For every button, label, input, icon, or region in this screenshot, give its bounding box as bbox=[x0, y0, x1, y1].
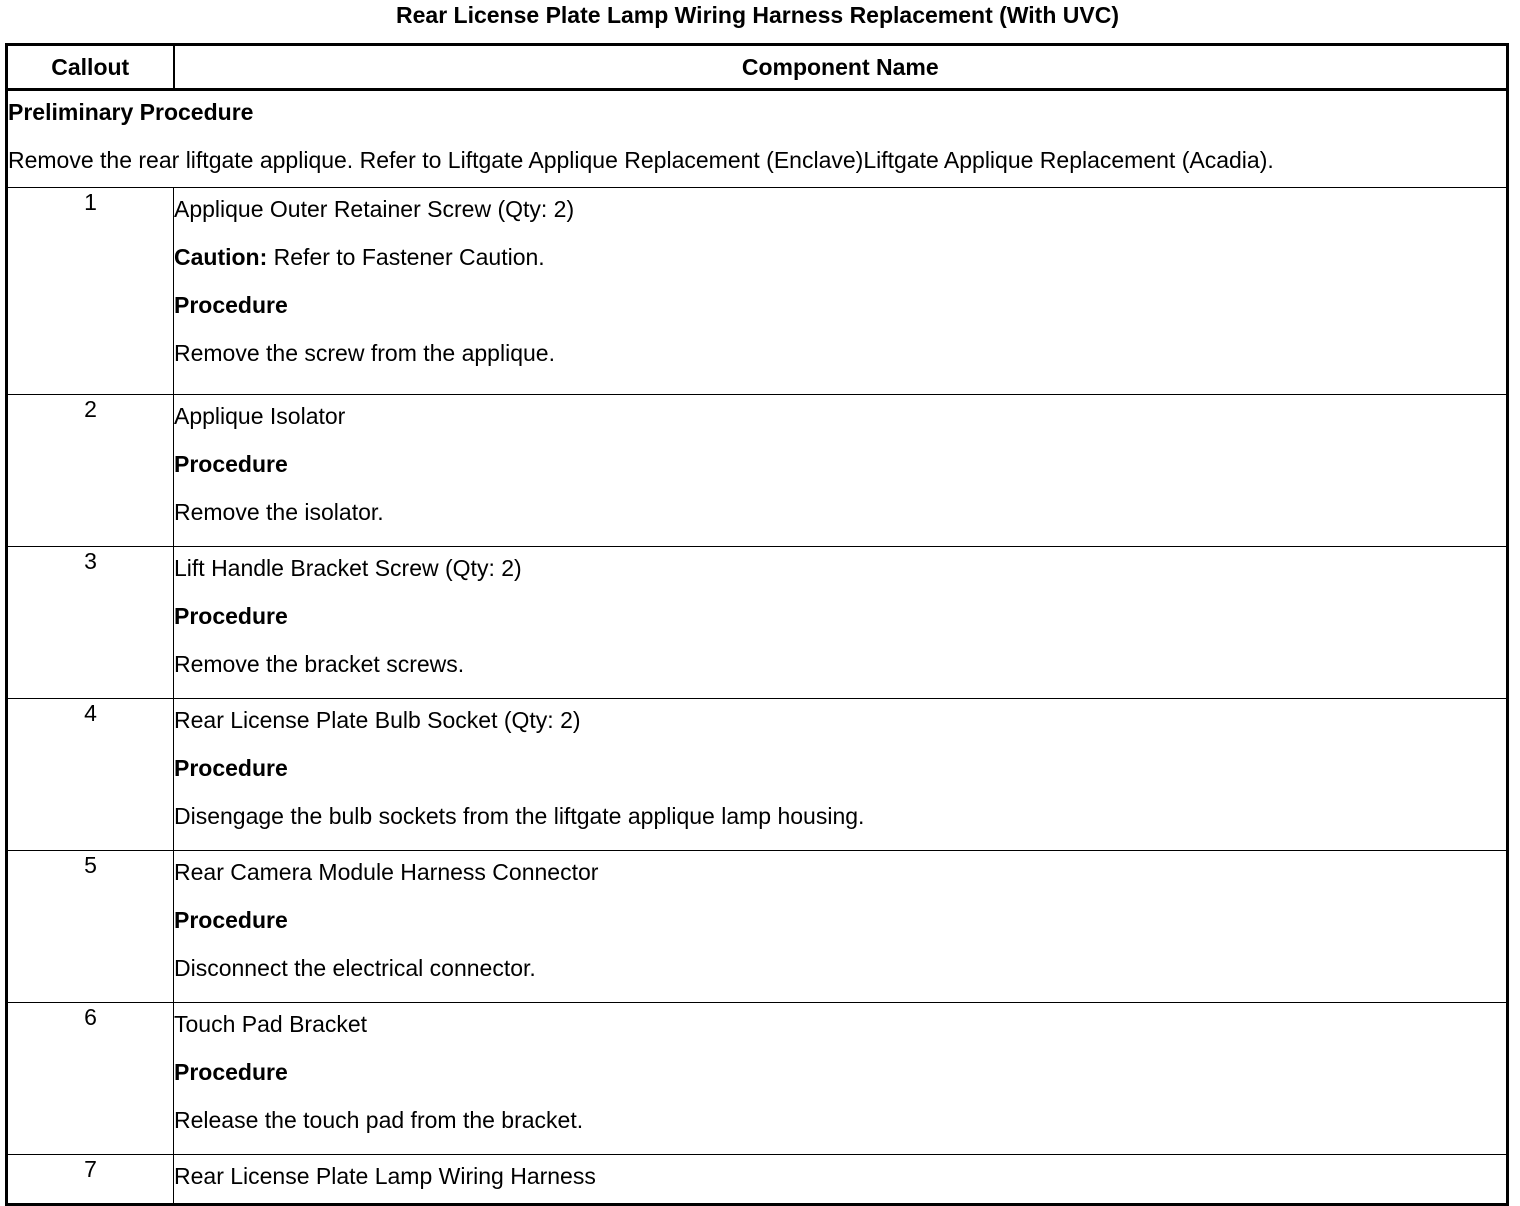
table-row bbox=[7, 188, 1508, 395]
procedure-label: Procedure bbox=[174, 755, 288, 781]
procedure-label: Procedure bbox=[174, 907, 288, 933]
table-row bbox=[7, 395, 1508, 547]
component-cell bbox=[174, 1003, 1508, 1155]
component-cell bbox=[174, 1155, 1508, 1205]
component-name: Lift Handle Bracket Screw (Qty: 2) bbox=[174, 555, 522, 581]
component-name: Rear License Plate Bulb Socket (Qty: 2) bbox=[174, 707, 581, 733]
procedure-text: Disengage the bulb sockets from the liftgate applique lamp housing. bbox=[174, 803, 865, 829]
caution-label: Caution: bbox=[174, 244, 268, 270]
callout-header: Callout bbox=[7, 45, 174, 90]
callout-cell: 3 bbox=[7, 547, 174, 699]
component-name: Applique Isolator bbox=[174, 403, 346, 429]
callout-cell: 4 bbox=[7, 699, 174, 851]
procedure-table bbox=[5, 43, 1509, 1206]
component-name: Applique Outer Retainer Screw (Qty: 2) bbox=[174, 196, 575, 222]
callout-cell: 1 bbox=[7, 188, 174, 395]
callout-cell: 6 bbox=[7, 1003, 174, 1155]
callout-cell: 7 bbox=[7, 1155, 174, 1205]
procedure-label: Procedure bbox=[174, 1059, 288, 1085]
callout-cell: 5 bbox=[7, 851, 174, 1003]
procedure-text: Remove the bracket screws. bbox=[174, 651, 465, 677]
header-row bbox=[7, 45, 1508, 90]
procedure-text: Remove the isolator. bbox=[174, 499, 384, 525]
preliminary-row bbox=[7, 90, 1508, 188]
table-row bbox=[7, 547, 1508, 699]
procedure-text: Remove the screw from the applique. bbox=[174, 340, 555, 366]
component-cell bbox=[174, 547, 1508, 699]
procedure-text: Disconnect the electrical connector. bbox=[174, 955, 536, 981]
component-name-header: Component Name bbox=[174, 45, 1508, 90]
preliminary-text: Remove the rear liftgate applique. Refer to Liftgate Applique Replacement (Enclave)Liftgate Applique Replacement (Acadia). bbox=[8, 147, 1274, 173]
table-row bbox=[7, 1155, 1508, 1205]
preliminary-cell bbox=[7, 90, 1508, 188]
table-row bbox=[7, 851, 1508, 1003]
component-name: Touch Pad Bracket bbox=[174, 1011, 368, 1037]
procedure-text: Release the touch pad from the bracket. bbox=[174, 1107, 584, 1133]
preliminary-heading: Preliminary Procedure bbox=[8, 99, 254, 125]
procedure-label: Procedure bbox=[174, 292, 288, 318]
caution-text: Refer to Fastener Caution. bbox=[267, 244, 545, 270]
component-cell bbox=[174, 851, 1508, 1003]
component-cell bbox=[174, 188, 1508, 395]
procedure-label: Procedure bbox=[174, 451, 288, 477]
table-row bbox=[7, 1003, 1508, 1155]
callout-cell: 2 bbox=[7, 395, 174, 547]
component-cell bbox=[174, 699, 1508, 851]
component-name: Rear Camera Module Harness Connector bbox=[174, 859, 599, 885]
component-name: Rear License Plate Lamp Wiring Harness bbox=[174, 1163, 596, 1189]
component-cell bbox=[174, 395, 1508, 547]
procedure-label: Procedure bbox=[174, 603, 288, 629]
table-row bbox=[7, 699, 1508, 851]
caution-note bbox=[174, 236, 1506, 284]
page-title: Rear License Plate Lamp Wiring Harness Replacement (With UVC) bbox=[396, 2, 1119, 28]
